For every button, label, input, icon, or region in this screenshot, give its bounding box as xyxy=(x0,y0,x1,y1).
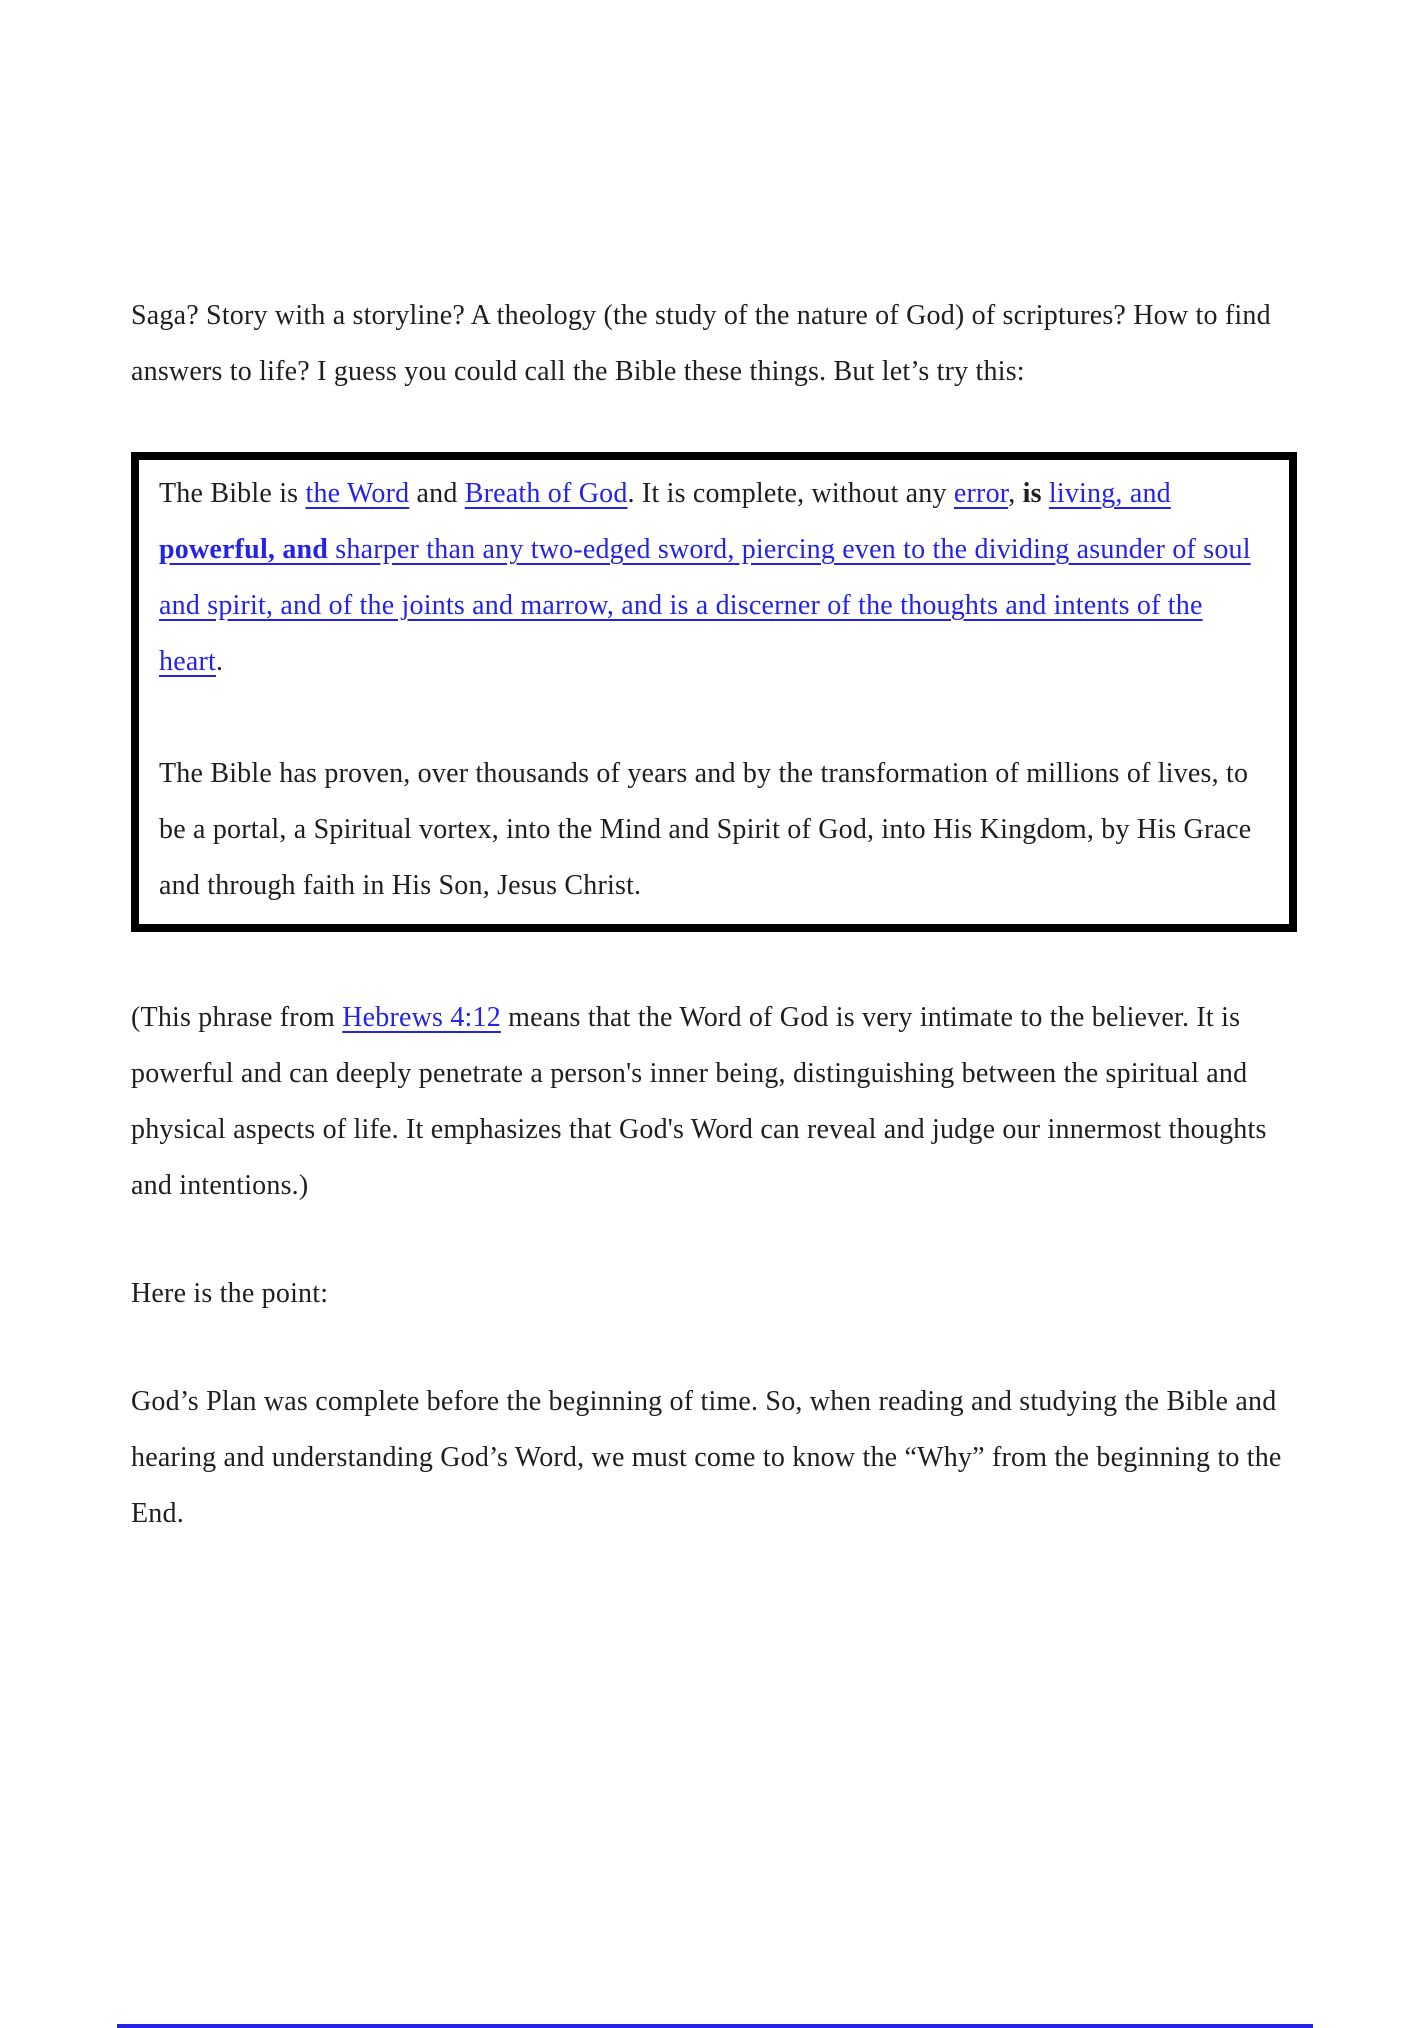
paragraph-intro xyxy=(131,288,1297,400)
next-section-top-rule xyxy=(117,2024,1313,2028)
paragraph-hebrews-explanation xyxy=(131,990,1297,1214)
box-paragraph-bible-is-word xyxy=(159,466,1269,690)
text-run: The Bible has proven, over thousands of years and by the transformation of millions of lives, to be a portal, a Spiritual vortex, into the Mind and Spirit of God, into His Kingdom, by His Grace and through faith in His Son, Jesus Christ. xyxy=(159,758,1252,901)
link-powerful-and[interactable]: powerful, and xyxy=(159,534,329,565)
document-body xyxy=(131,288,1297,1594)
text-run: The Bible is xyxy=(159,478,306,509)
text-run: . It is complete, without any xyxy=(627,478,954,509)
text-run: means that the Word of God is very intimate to the believer. It is powerful and can deeply penetrate a person's inner being, distinguishing between the spiritual and physical aspects of life. It emphasizes that God's Word can reveal and judge our innermost thoughts and intentions.) xyxy=(131,1002,1267,1201)
box-paragraph-bible-has-proven xyxy=(159,746,1269,914)
text-run: . xyxy=(215,646,224,677)
link-hebrews-quote[interactable]: sharper than any two-edged sword, piercing even to the dividing asunder of soul and spirit, and of the joints and marrow, and is a discerner of the thoughts and intents of the heart xyxy=(159,534,1251,677)
text-run: Saga? Story with a storyline? A theology (the study of the nature of God) of scriptures? How to find answers to life? I guess you could call the Bible these things. But let’s try this: xyxy=(131,300,1271,387)
paragraph-gods-plan xyxy=(131,1374,1297,1542)
text-run: and xyxy=(409,478,465,509)
text-run: is xyxy=(1022,478,1042,509)
text-run: Here is the point: xyxy=(131,1278,329,1309)
text-run: (This phrase from xyxy=(131,1002,343,1033)
link-the-word[interactable]: the Word xyxy=(305,478,410,509)
link-living-and[interactable]: living, and xyxy=(1048,478,1171,509)
link-hebrews-4-12[interactable]: Hebrews 4:12 xyxy=(342,1002,501,1033)
text-run: , xyxy=(1008,478,1023,509)
text-run xyxy=(1042,478,1049,509)
scripture-quote-box xyxy=(131,452,1297,932)
link-breath-of-god[interactable]: Breath of God xyxy=(464,478,628,509)
link-error[interactable]: error xyxy=(953,478,1009,509)
text-run: God’s Plan was complete before the beginning of time. So, when reading and studying the Bible and hearing and understanding God’s Word, we must come to know the “Why” from the beginning to the End. xyxy=(131,1386,1282,1529)
paragraph-point-intro xyxy=(131,1266,1297,1322)
